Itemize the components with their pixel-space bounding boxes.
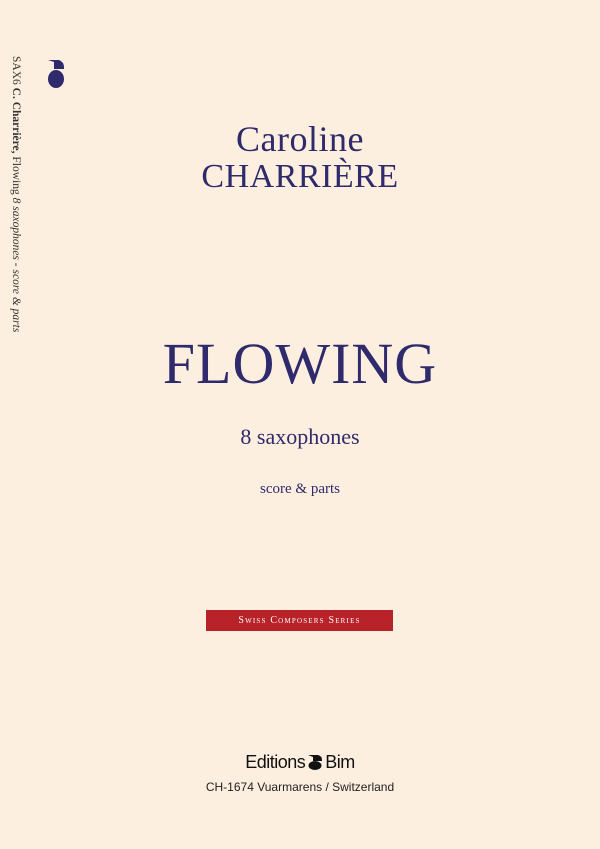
publisher-prefix: Editions <box>245 752 306 772</box>
instrumentation: 8 saxophones <box>240 424 360 449</box>
bim-note-icon <box>306 754 324 770</box>
spine-code: SAX6 <box>10 56 22 85</box>
composer-last-name: CHARRIÈRE <box>201 158 399 195</box>
publisher-logo <box>0 752 600 773</box>
publisher-address: CH-1674 Vuarmarens / Switzerland <box>205 780 395 794</box>
spine-composer: C. Charrière, <box>10 87 22 154</box>
publisher-name: Bim <box>325 752 355 772</box>
edition-contents: score & parts <box>260 481 340 497</box>
spine-title: Flowing <box>10 156 22 195</box>
editions-bim-logo-icon <box>45 58 67 90</box>
work-title: FLOWING <box>162 331 438 396</box>
composer-first-name: Caroline <box>236 119 364 159</box>
spine-detail: 8 saxophones - score & parts <box>10 197 22 333</box>
series-badge: Swiss Composers Series <box>206 610 393 631</box>
